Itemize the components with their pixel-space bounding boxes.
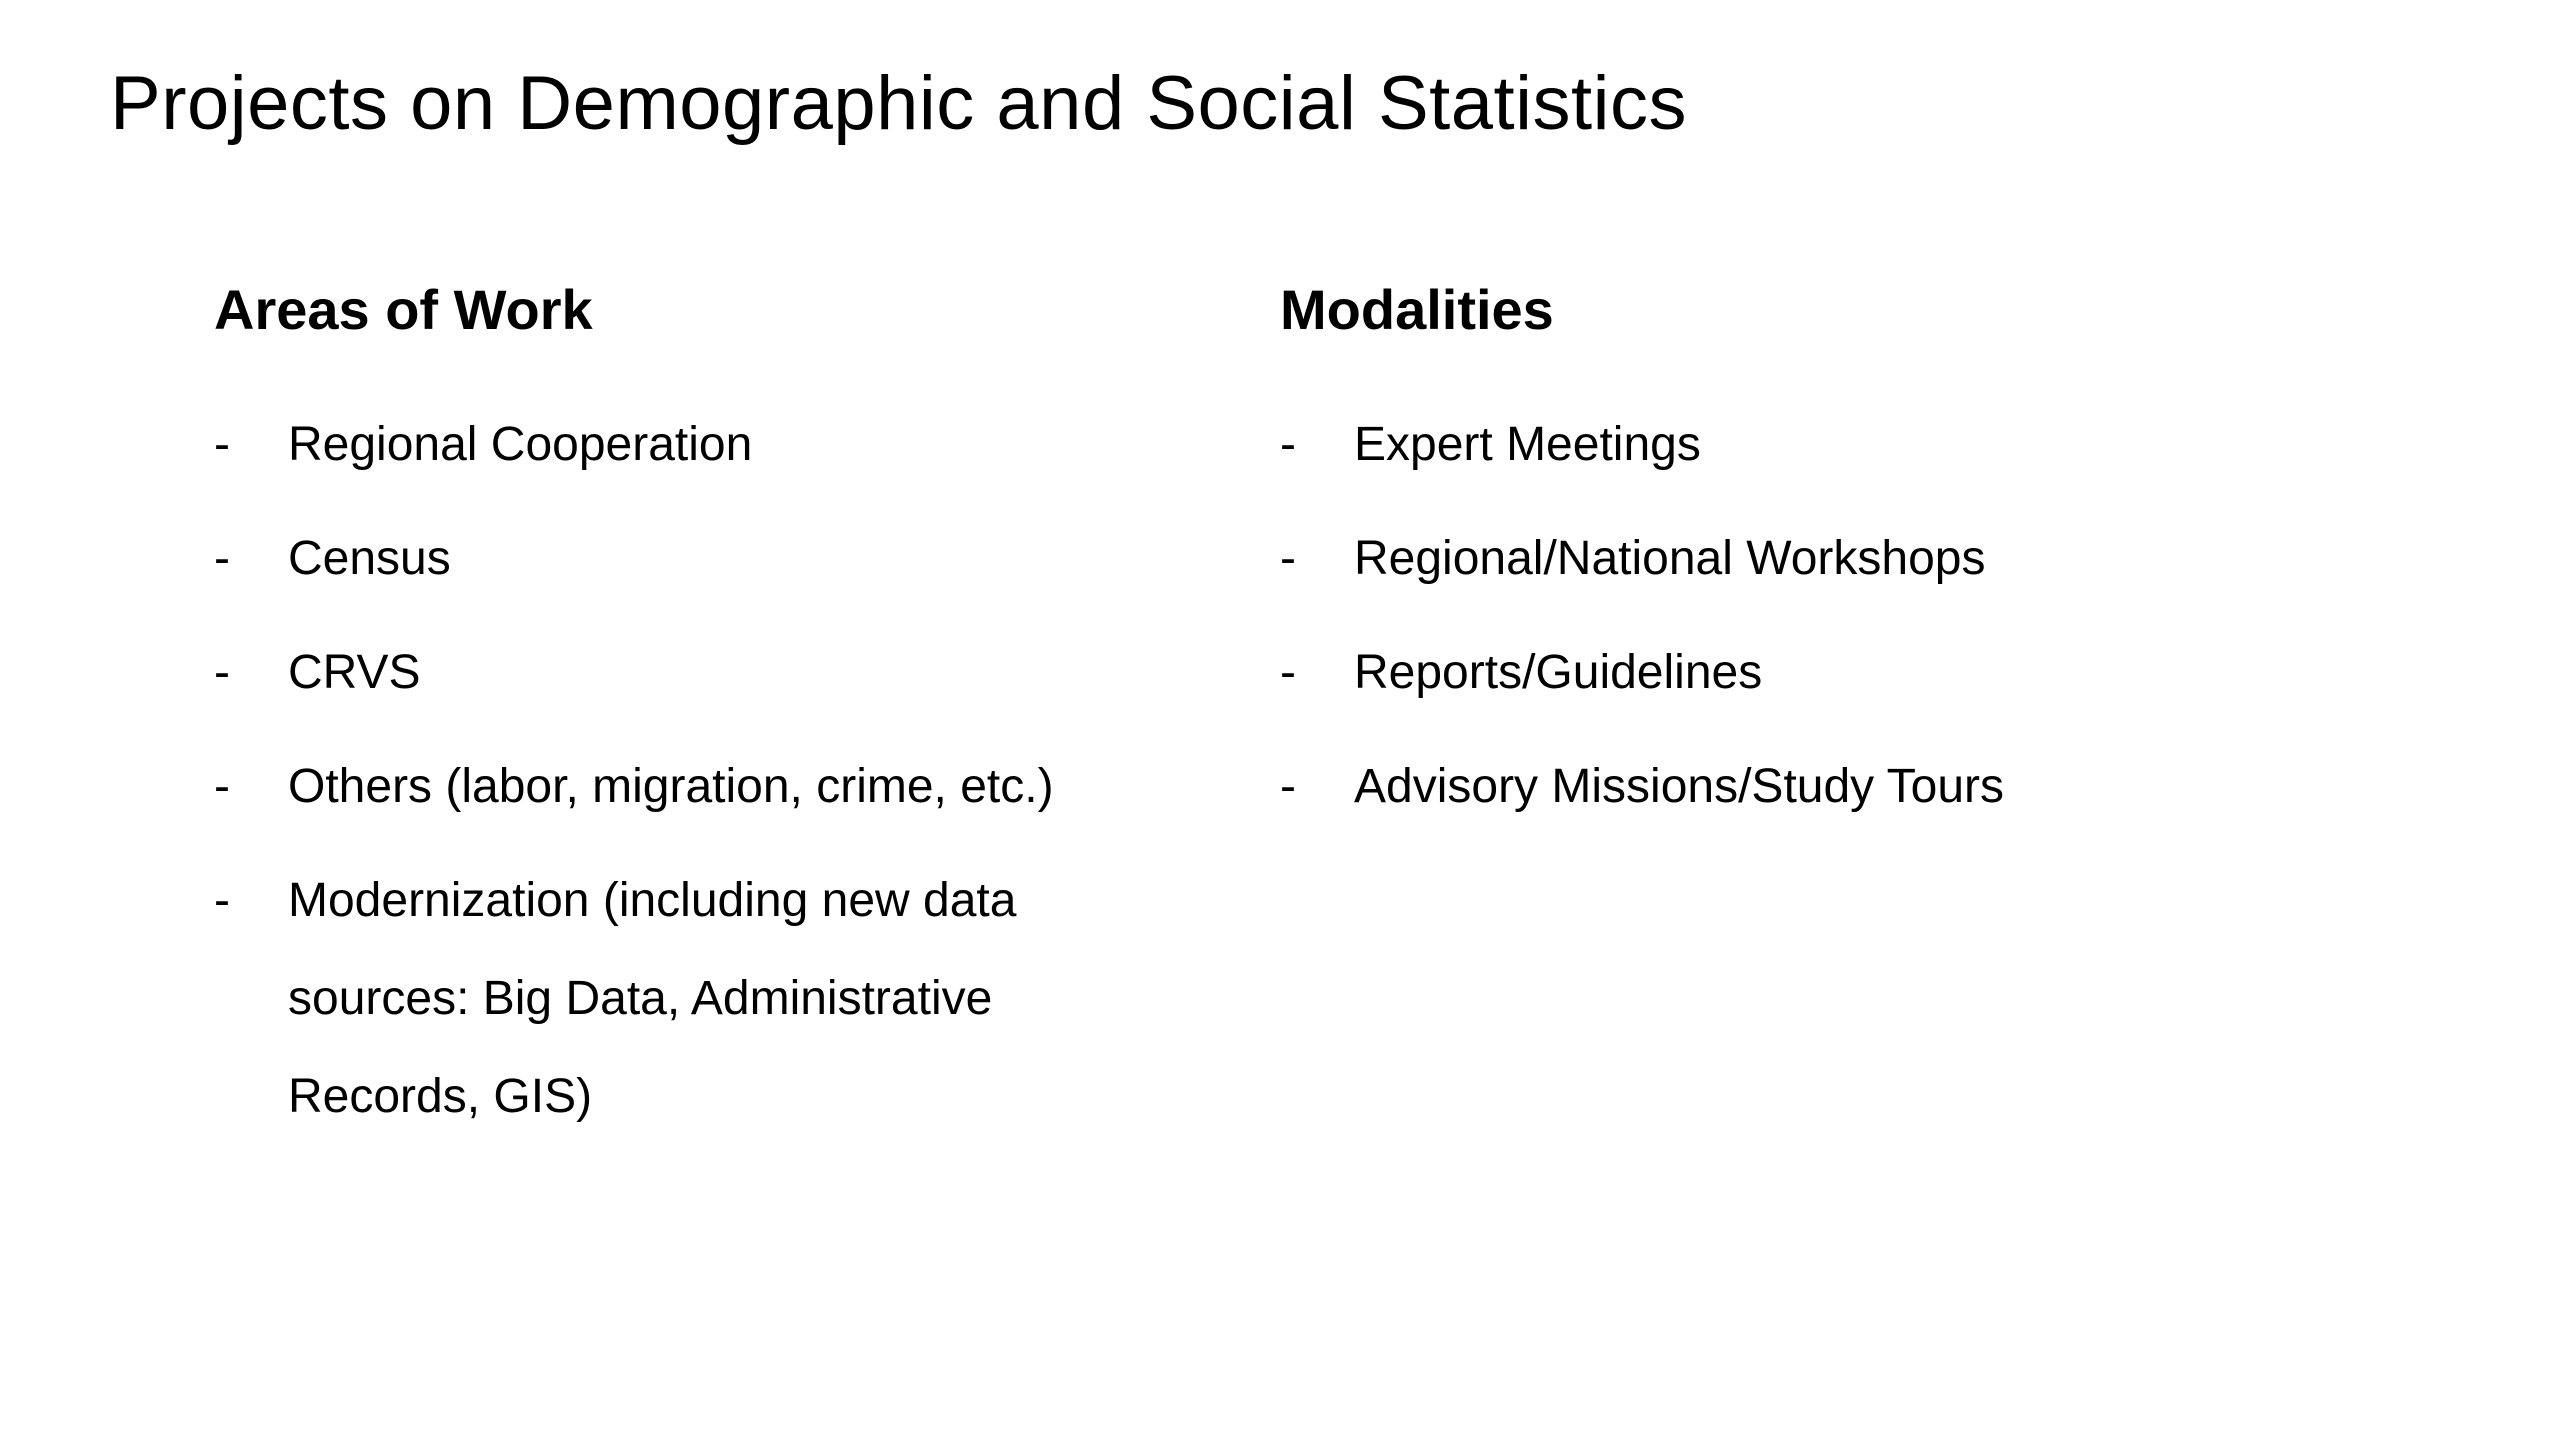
list-item [1280, 624, 2280, 722]
list-item-text: Regional Cooperation [288, 418, 753, 471]
slide-title: Projects on Demographic and Social Statistics [110, 61, 1688, 146]
list-item-text: Expert Meetings [1354, 418, 1701, 471]
modalities-column [1280, 270, 2280, 836]
list-item [214, 396, 1094, 494]
list-item [1280, 510, 2280, 608]
list-item [1280, 738, 2280, 836]
dash-marker: - [214, 646, 230, 699]
list-item [1280, 396, 2280, 494]
areas-of-work-list [214, 396, 1094, 1146]
list-item [214, 510, 1094, 608]
list-item [214, 852, 1094, 1146]
modalities-list [1280, 396, 2280, 836]
list-item-text: Census [288, 532, 451, 585]
areas-of-work-column [214, 270, 1094, 1146]
dash-marker: - [1280, 532, 1296, 585]
list-item-text: Others (labor, migration, crime, etc.) [288, 760, 1054, 813]
list-item [214, 738, 1094, 836]
list-item [214, 624, 1094, 722]
list-item-text: Regional/National Workshops [1354, 532, 1986, 585]
dash-marker: - [1280, 760, 1296, 813]
modalities-heading: Modalities [1280, 278, 1554, 341]
areas-of-work-heading: Areas of Work [214, 278, 593, 341]
dash-marker: - [214, 418, 230, 471]
dash-marker: - [214, 874, 230, 927]
dash-marker: - [214, 760, 230, 813]
list-item-text: Modernization (including new data sources: Big Data, Administrative Records, GIS) [288, 874, 1017, 1123]
dash-marker: - [214, 532, 230, 585]
list-item-text: Reports/Guidelines [1354, 646, 1763, 699]
dash-marker: - [1280, 646, 1296, 699]
list-item-text: Advisory Missions/Study Tours [1354, 760, 2005, 813]
list-item-text: CRVS [288, 646, 421, 699]
dash-marker: - [1280, 418, 1296, 471]
